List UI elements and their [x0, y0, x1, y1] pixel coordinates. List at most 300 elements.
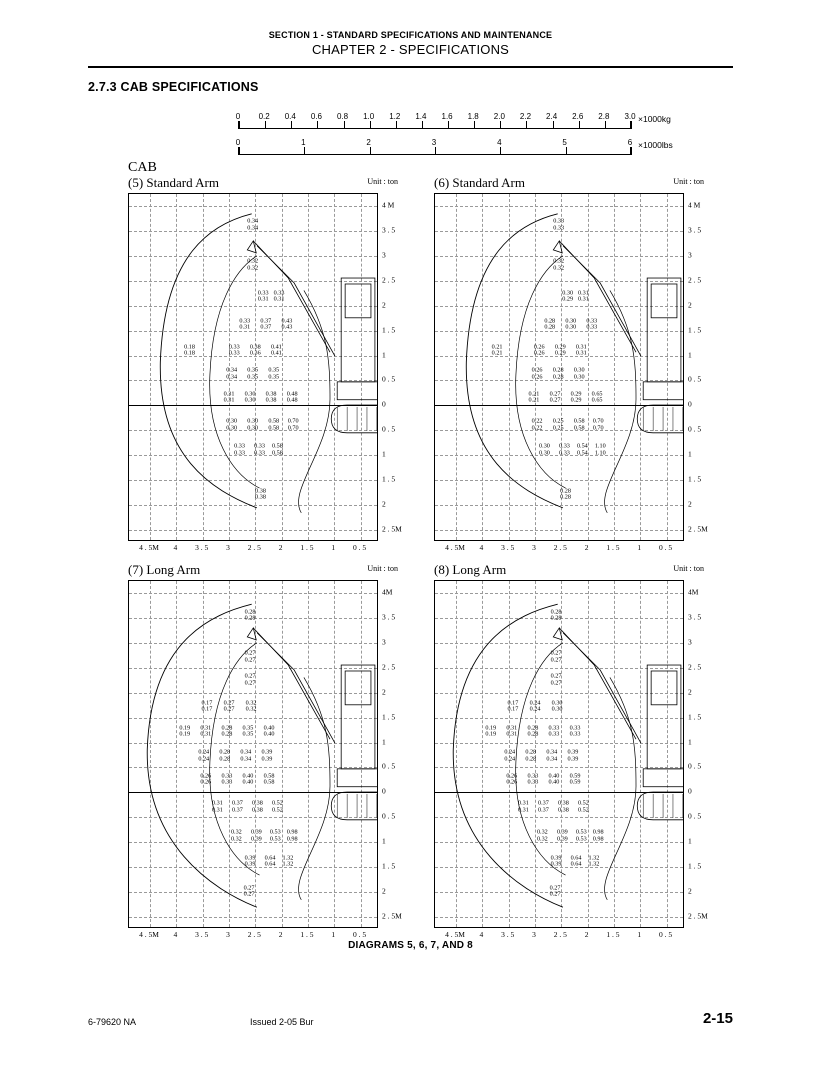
- grid-line-vertical: [640, 194, 641, 540]
- y-axis-tick-label: 2: [382, 886, 386, 896]
- y-axis-tick-label: 2: [688, 886, 692, 896]
- y-axis-tick-label: 3: [688, 250, 692, 260]
- y-axis-tick-label: 0 . 5: [688, 374, 702, 384]
- y-axis-tick-label: 4 M: [382, 200, 395, 210]
- scale-tick-label: 5: [562, 138, 567, 147]
- load-capacity-cell: 0.28 0.28: [544, 317, 556, 331]
- load-capacity-cell: 0.52 0.52: [577, 799, 589, 814]
- grid-line-horizontal: [435, 505, 683, 506]
- scale-tick-label: 1.2: [389, 112, 401, 121]
- load-capacity-cell: 0.27 0.27: [243, 884, 255, 898]
- load-scale-block: [235, 112, 708, 158]
- grid-line-horizontal: [129, 480, 377, 481]
- y-axis-tick-label: 4M: [382, 587, 393, 597]
- load-capacity-cell: 0.33 0.33: [221, 772, 233, 786]
- load-capacity-cell: 0.34 0.34: [226, 366, 238, 381]
- grid-line-horizontal: [129, 643, 377, 644]
- load-capacity-cell: 0.40 0.40: [548, 772, 560, 786]
- scale-tick-label: 1.6: [441, 112, 453, 121]
- load-capacity-cell: 0.38 0.38: [251, 799, 263, 814]
- y-axis-tick-label: 1: [688, 449, 692, 459]
- load-capacity-cell: 0.28 0.28: [219, 748, 231, 763]
- scale-tick: [630, 147, 631, 154]
- scale-tick-label: 4: [497, 138, 502, 147]
- grid-line-horizontal: [435, 206, 683, 207]
- load-capacity-cell: 0.33 0.31: [239, 317, 251, 331]
- chart-7-unit: Unit : ton: [367, 564, 398, 573]
- y-axis-tick-label: 3: [688, 637, 692, 647]
- load-capacity-cell: 0.24 0.24: [198, 748, 210, 763]
- y-axis-tick-label: 1 . 5: [382, 325, 396, 335]
- load-capacity-cell: 0.31 0.31: [575, 343, 587, 357]
- chart-8-y-axis-labels: [686, 580, 712, 928]
- x-axis-tick-label: 2 . 5: [553, 543, 567, 552]
- scale-tick-label: 0.6: [310, 112, 322, 121]
- chart-6-unit: Unit : ton: [673, 177, 704, 186]
- footer-page-number: 2-15: [702, 1010, 733, 1027]
- y-axis-tick-label: 1 . 5: [688, 325, 702, 335]
- y-axis-tick-label: 2: [382, 300, 386, 310]
- load-capacity-cell: 0.34 0.34: [240, 748, 252, 763]
- grid-line-horizontal: [435, 917, 683, 918]
- grid-line-horizontal: [129, 505, 377, 506]
- load-capacity-cell: 0.21 0.21: [491, 343, 503, 357]
- grid-line-horizontal: [129, 331, 377, 332]
- load-capacity-cell: 0.27 0.27: [244, 649, 256, 664]
- load-capacity-cell: 0.38 0.38: [557, 799, 569, 814]
- grid-line-horizontal: [435, 767, 683, 768]
- load-capacity-cell: 0.31 0.31: [211, 799, 223, 814]
- load-capacity-cell: 0.54 0.54: [576, 442, 588, 457]
- scale-tick: [344, 121, 345, 128]
- scale-tick-label: 0: [235, 138, 241, 147]
- grid-line-vertical: [561, 581, 562, 927]
- scale-tick: [396, 121, 397, 128]
- grid-line-vertical: [203, 194, 204, 540]
- x-axis-tick-label: 3 . 5: [501, 930, 515, 939]
- x-axis-tick-label: 1 . 5: [300, 930, 314, 939]
- scale-tick: [474, 121, 475, 128]
- chart-7-title: (7) Long Arm: [128, 562, 201, 577]
- load-capacity-cell: 0.33 0.33: [527, 772, 539, 786]
- x-axis-tick-label: 1 . 5: [606, 543, 620, 552]
- y-axis-tick-label: 1: [688, 836, 692, 846]
- x-axis-tick-label: 1 . 5: [606, 930, 620, 939]
- x-axis-tick-label: 2 . 5: [247, 930, 261, 939]
- load-capacity-cell: 0.37 0.37: [260, 317, 272, 331]
- load-capacity-cell: 0.39 0.39: [567, 748, 579, 763]
- load-capacity-cell: 0.98 0.98: [592, 828, 604, 843]
- y-axis-tick-label: 0 . 5: [688, 811, 702, 821]
- x-axis-tick-label: 2: [278, 543, 283, 552]
- scale-ticks-kg: [238, 121, 632, 129]
- x-axis-tick-label: 4 . 5M: [445, 543, 465, 552]
- scale-row-lbs: [235, 138, 708, 158]
- grid-line-horizontal: [129, 718, 377, 719]
- load-capacity-cell: 0.32 0.32: [536, 828, 548, 843]
- chart-5-title: (5) Standard Arm: [128, 175, 219, 190]
- scale-tick-label: 3: [431, 138, 437, 147]
- scale-tick-label: 1.8: [467, 112, 479, 121]
- grid-line-vertical: [308, 194, 309, 540]
- load-capacity-cell: 0.98 0.98: [286, 828, 298, 843]
- grid-line-vertical: [334, 194, 335, 540]
- grid-line-vertical: [456, 194, 457, 540]
- ground-line: [129, 792, 377, 793]
- x-axis-tick-label: 4: [173, 930, 178, 939]
- load-capacity-cell: 0.30 0.30: [244, 390, 256, 404]
- y-axis-tick-label: 1 . 5: [688, 712, 702, 722]
- load-capacity-cell: 0.35 0.35: [242, 724, 254, 738]
- load-capacity-cell: 0.29 0.29: [554, 343, 566, 357]
- load-capacity-cell: 0.34 0.34: [546, 748, 558, 763]
- load-capacity-cell: 0.40 0.40: [263, 724, 275, 738]
- grid-line-vertical: [150, 194, 151, 540]
- grid-line-horizontal: [129, 917, 377, 918]
- x-axis-tick-label: 0 . 5: [353, 543, 367, 552]
- load-capacity-cell: 0.31 0.31: [223, 390, 235, 404]
- y-axis-tick-label: 2 . 5M: [688, 524, 708, 534]
- scale-tick: [526, 121, 527, 128]
- load-capacity-cell: 0.24 0.24: [529, 699, 541, 713]
- scale-tick: [265, 121, 266, 128]
- scale-unit-kg: ×1000kg: [638, 114, 671, 124]
- x-axis-tick-label: 0 . 5: [353, 930, 367, 939]
- grid-line-vertical: [282, 194, 283, 540]
- load-capacity-cell: 0.65 0.65: [591, 390, 603, 404]
- load-capacity-cell: 0.41 0.41: [270, 343, 282, 357]
- y-axis-tick-label: 0 . 5: [382, 811, 396, 821]
- x-axis-tick-label: 4: [479, 543, 484, 552]
- load-capacity-cell: 0.31 0.31: [506, 724, 518, 738]
- chart-6-title: (6) Standard Arm: [434, 175, 525, 190]
- x-axis-tick-label: 1: [331, 543, 336, 552]
- load-capacity-cell: 0.27 0.27: [550, 672, 562, 687]
- scale-tick-label: 0.2: [258, 112, 270, 121]
- grid-line-horizontal: [435, 718, 683, 719]
- load-capacity-cell: 0.53 0.53: [269, 828, 281, 843]
- scale-tick: [500, 147, 501, 154]
- y-axis-tick-label: 1: [382, 449, 386, 459]
- load-capacity-cell: 0.37 0.37: [537, 799, 549, 814]
- load-capacity-cell: 0.28 0.28: [550, 608, 562, 622]
- grid-line-vertical: [150, 581, 151, 927]
- grid-line-vertical: [361, 194, 362, 540]
- load-capacity-cell: 0.43 0.43: [281, 317, 293, 331]
- load-capacity-cell: 0.28 0.28: [525, 748, 537, 763]
- x-axis-tick-label: 4 . 5M: [445, 930, 465, 939]
- load-capacity-cell: 0.31 0.31: [577, 289, 589, 303]
- grid-line-vertical: [482, 581, 483, 927]
- y-axis-tick-label: 1 . 5: [382, 474, 396, 484]
- header-chapter-line: CHAPTER 2 - SPECIFICATIONS: [311, 42, 510, 57]
- grid-line-horizontal: [129, 693, 377, 694]
- grid-line-horizontal: [129, 530, 377, 531]
- grid-line-vertical: [640, 581, 641, 927]
- y-axis-tick-label: 0 . 5: [382, 374, 396, 384]
- grid-line-vertical: [334, 581, 335, 927]
- y-axis-tick-label: 1 . 5: [688, 861, 702, 871]
- load-capacity-cell: 0.34 0.34: [247, 217, 259, 232]
- load-capacity-cell: 0.33 0.33: [553, 217, 565, 232]
- load-capacity-cell: 0.33 0.31: [257, 289, 269, 303]
- ground-line: [435, 792, 683, 793]
- chart-6-y-axis-labels: [686, 193, 712, 541]
- scale-row-kg: [235, 112, 708, 132]
- load-capacity-cell: 0.32 0.32: [230, 828, 242, 843]
- x-axis-tick-label: 1: [637, 930, 642, 939]
- load-capacity-cell: 0.30 0.29: [562, 289, 574, 303]
- load-capacity-cell: 0.30 0.30: [247, 417, 259, 432]
- scale-tick: [291, 121, 292, 128]
- load-capacity-cell: 0.28 0.28: [244, 608, 256, 622]
- chart-5-x-axis-labels: [116, 543, 394, 555]
- load-capacity-cell: 0.48 0.48: [286, 390, 298, 404]
- grid-line-horizontal: [435, 480, 683, 481]
- load-capacity-cell: 0.35 0.35: [268, 366, 280, 381]
- load-capacity-cell: 0.27 0.27: [550, 649, 562, 664]
- ground-line: [435, 405, 683, 406]
- load-capacity-cell: 0.26 0.26: [533, 343, 545, 357]
- chart-8-unit: Unit : ton: [673, 564, 704, 573]
- load-capacity-cell: 0.52 0.52: [271, 799, 283, 814]
- grid-line-horizontal: [129, 817, 377, 818]
- scale-tick: [239, 121, 240, 128]
- load-capacity-cell: 0.64 0.64: [570, 854, 582, 868]
- grid-line-horizontal: [129, 206, 377, 207]
- load-capacity-cell: 0.58 0.58: [268, 417, 280, 432]
- scale-unit-lbs: ×1000lbs: [638, 140, 673, 150]
- y-axis-tick-label: 1: [688, 350, 692, 360]
- y-axis-tick-label: 2 . 5M: [688, 911, 708, 921]
- load-capacity-cell: 0.30 0.30: [539, 442, 550, 457]
- load-capacity-cell: 0.27 0.27: [549, 884, 561, 898]
- x-axis-tick-label: 1: [331, 930, 336, 939]
- boom-arm-linework: [550, 628, 641, 743]
- y-axis-tick-label: 0: [688, 786, 692, 796]
- load-capacity-cell: 0.28 0.28: [221, 724, 233, 738]
- load-capacity-cell: 0.59 0.59: [569, 772, 581, 786]
- grid-line-horizontal: [435, 693, 683, 694]
- scale-tick-label: 6: [627, 138, 633, 147]
- load-capacity-cell: 0.26 0.26: [531, 366, 543, 381]
- grid-line-horizontal: [435, 593, 683, 594]
- scale-tick: [553, 121, 554, 128]
- load-capacity-cell: 0.19 0.19: [485, 724, 497, 738]
- load-capacity-cell: 0.25 0.25: [552, 417, 564, 432]
- scale-tick: [370, 121, 371, 128]
- chart-6-plot: [434, 193, 684, 541]
- x-axis-tick-label: 2: [278, 930, 283, 939]
- load-capacity-cell: 0.24 0.24: [504, 748, 516, 763]
- y-axis-tick-label: 3 . 5: [688, 612, 702, 622]
- load-capacity-cell: 0.30 0.30: [573, 366, 585, 381]
- y-axis-tick-label: 2 . 5M: [382, 911, 402, 921]
- y-axis-tick-label: 3: [382, 250, 386, 260]
- y-axis-tick-label: 2 . 5: [688, 662, 702, 672]
- load-capacity-cell: 0.27 0.27: [244, 672, 256, 687]
- y-axis-tick-label: 0 . 5: [688, 424, 702, 434]
- y-axis-tick-label: 4M: [688, 587, 699, 597]
- y-axis-tick-label: 3 . 5: [382, 225, 396, 235]
- load-capacity-cell: 0.70 0.70: [592, 417, 604, 432]
- grid-line-vertical: [614, 581, 615, 927]
- x-axis-tick-label: 4 . 5M: [139, 930, 159, 939]
- scale-tick-label: 0.4: [284, 112, 296, 121]
- grid-line-horizontal: [129, 281, 377, 282]
- grid-line-horizontal: [435, 817, 683, 818]
- load-capacity-cell: 0.32 0.32: [247, 257, 259, 272]
- grid-line-horizontal: [435, 668, 683, 669]
- reach-envelope-outer: [160, 214, 257, 508]
- load-capacity-cell: 0.38 0.36: [249, 343, 261, 357]
- scale-tick-label: 2.4: [546, 112, 558, 121]
- grid-line-vertical: [588, 581, 589, 927]
- y-axis-tick-label: 2: [688, 499, 692, 509]
- header-divider: [88, 66, 733, 68]
- load-capacity-cell: 0.31 0.31: [517, 799, 529, 814]
- y-axis-tick-label: 1: [382, 350, 386, 360]
- load-capacity-cell: 0.22 0.22: [531, 417, 543, 432]
- load-capacity-cell: 0.26 0.26: [200, 772, 212, 786]
- scale-tick-label: 2: [366, 138, 371, 147]
- scale-tick-label: 0.8: [336, 112, 349, 121]
- y-axis-tick-label: 0: [382, 786, 386, 796]
- load-capacity-cell: 0.38 0.38: [255, 487, 266, 501]
- scale-tick: [435, 147, 436, 154]
- x-axis-tick-label: 2 . 5: [553, 930, 567, 939]
- load-capacity-cell: 0.30 0.30: [226, 417, 238, 432]
- scale-tick-label: 2.8: [598, 112, 610, 121]
- y-axis-tick-label: 1: [382, 836, 386, 846]
- load-capacity-cell: 0.64 0.64: [264, 854, 276, 868]
- y-axis-tick-label: 2 . 5M: [382, 524, 402, 534]
- grid-line-vertical: [255, 581, 256, 927]
- scale-tick-label: 2.0: [493, 112, 505, 121]
- x-axis-tick-label: 3 . 5: [501, 543, 515, 552]
- grid-line-vertical: [667, 581, 668, 927]
- chart-7-plot: [128, 580, 378, 928]
- y-axis-tick-label: 1: [688, 737, 692, 747]
- y-axis-tick-label: 2 . 5: [382, 275, 396, 285]
- load-capacity-cell: 0.58 0.58: [263, 772, 275, 786]
- y-axis-tick-label: 2: [688, 300, 692, 310]
- y-axis-tick-label: 2: [688, 687, 692, 697]
- boom-arm-linework: [244, 628, 335, 743]
- scale-tick-label: 2.2: [519, 112, 532, 121]
- grid-line-horizontal: [435, 281, 683, 282]
- x-axis-tick-label: 0 . 5: [659, 930, 673, 939]
- scale-tick: [317, 121, 318, 128]
- x-axis-tick-label: 2: [584, 930, 589, 939]
- y-axis-tick-label: 0 . 5: [382, 424, 396, 434]
- scale-tick: [448, 121, 449, 128]
- scale-tick: [370, 147, 371, 154]
- y-axis-tick-label: 0 . 5: [382, 761, 396, 771]
- x-axis-tick-label: 3: [532, 543, 536, 552]
- scale-tick-label: 2.6: [572, 112, 584, 121]
- grid-line-horizontal: [129, 455, 377, 456]
- scale-tick: [422, 121, 423, 128]
- load-capacity-cell: 0.70 0.70: [287, 417, 299, 432]
- load-capacity-cell: 0.33 0.33: [548, 724, 560, 738]
- load-capacity-cell: 0.31 0.31: [200, 724, 212, 738]
- y-axis-tick-label: 2 . 5: [688, 275, 702, 285]
- grid-line-horizontal: [435, 306, 683, 307]
- load-capacity-cell: 0.39 0.39: [244, 854, 256, 868]
- load-capacity-cell: 0.17 0.17: [507, 699, 519, 713]
- chart-diagram-overlay: [435, 581, 683, 927]
- grid-line-vertical: [482, 194, 483, 540]
- grid-line-vertical: [176, 194, 177, 540]
- load-capacity-cell: 0.38 0.38: [265, 390, 277, 404]
- scale-ticks-lbs: [238, 147, 632, 155]
- chart-5-plot: [128, 193, 378, 541]
- x-axis-tick-label: 3: [532, 930, 536, 939]
- y-axis-tick-label: 4 M: [688, 200, 701, 210]
- load-capacity-cell: 0.28 0.28: [527, 724, 539, 738]
- chart-8-plot: [434, 580, 684, 928]
- load-capacity-cell: 0.58 0.58: [573, 417, 585, 432]
- load-capacity-cell: 0.33 0.33: [586, 317, 598, 331]
- x-axis-tick-label: 4: [479, 930, 484, 939]
- grid-line-horizontal: [435, 643, 683, 644]
- grid-line-horizontal: [129, 668, 377, 669]
- scale-tick: [605, 121, 606, 128]
- load-capacity-cell: 0.29 0.29: [570, 390, 582, 404]
- y-axis-tick-label: 0: [382, 399, 386, 409]
- load-capacity-cell: 0.33 0.33: [559, 442, 570, 457]
- y-axis-tick-label: 1 . 5: [382, 861, 396, 871]
- scale-tick: [579, 121, 580, 128]
- grid-line-horizontal: [129, 767, 377, 768]
- scale-tick: [630, 121, 631, 128]
- load-capacity-cell: 0.37 0.37: [231, 799, 243, 814]
- scale-tick-label: 0: [235, 112, 241, 121]
- page-title: 2.7.3 CAB SPECIFICATIONS: [88, 80, 259, 94]
- x-axis-tick-label: 4 . 5M: [139, 543, 159, 552]
- load-capacity-cell: 0.28 0.28: [552, 366, 564, 381]
- grid-line-vertical: [456, 581, 457, 927]
- ground-line: [129, 405, 377, 406]
- chart-7-y-axis-labels: [380, 580, 406, 928]
- scale-tick: [239, 147, 240, 154]
- load-capacity-cell: 0.17 0.17: [201, 699, 213, 713]
- load-capacity-cell: 0.39 0.39: [556, 828, 568, 843]
- chart-5-unit: Unit : ton: [367, 177, 398, 186]
- load-capacity-cell: 0.53 0.53: [575, 828, 587, 843]
- y-axis-tick-label: 2: [382, 687, 386, 697]
- load-capacity-cell: 0.27 0.27: [549, 390, 561, 404]
- figure-caption: DIAGRAMS 5, 6, 7, AND 8: [348, 940, 473, 951]
- grid-line-horizontal: [435, 331, 683, 332]
- cab-label: CAB: [128, 160, 157, 175]
- load-capacity-cell: 0.40 0.40: [242, 772, 254, 786]
- load-capacity-cell: 0.30 0.30: [565, 317, 577, 331]
- x-axis-tick-label: 4: [173, 543, 178, 552]
- load-capacity-cell: 0.32 0.32: [553, 257, 565, 272]
- chart-5-y-axis-labels: [380, 193, 406, 541]
- x-axis-tick-label: 2 . 5: [247, 543, 261, 552]
- load-capacity-cell: 0.32 0.32: [245, 699, 257, 713]
- scale-tick: [304, 147, 305, 154]
- x-axis-tick-label: 3 . 5: [195, 930, 209, 939]
- grid-line-vertical: [667, 194, 668, 540]
- y-axis-tick-label: 3 . 5: [382, 612, 396, 622]
- grid-line-horizontal: [129, 743, 377, 744]
- y-axis-tick-label: 1 . 5: [688, 474, 702, 484]
- y-axis-tick-label: 1 . 5: [382, 712, 396, 722]
